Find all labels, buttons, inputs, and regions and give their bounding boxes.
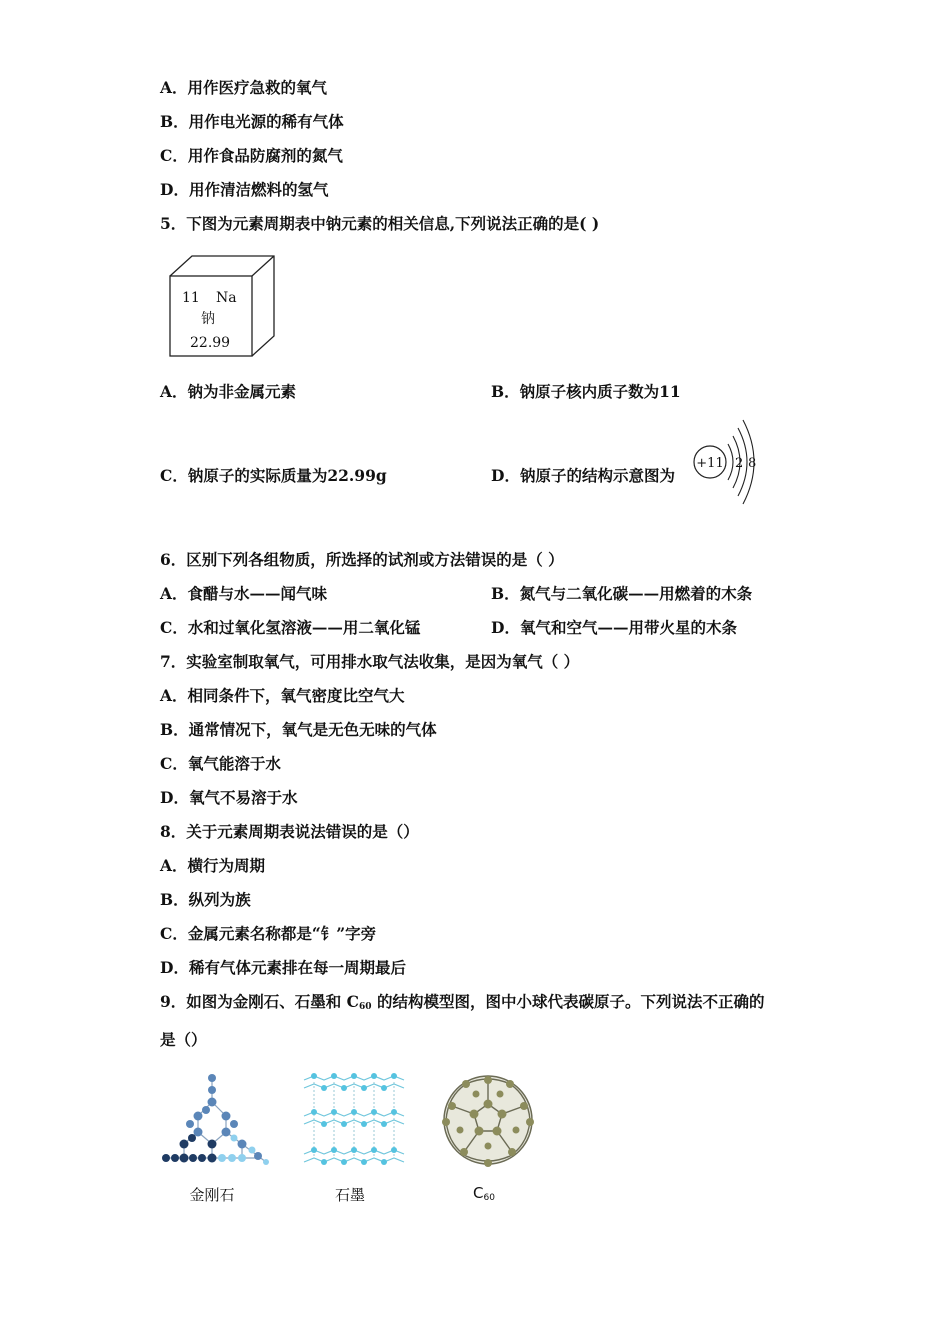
diamond-structure-model (160, 1072, 272, 1168)
element-atomic-number: 11 (182, 290, 200, 306)
q5-stem: 5．下图为元素周期表中钠元素的相关信息,下列说法正确的是( ) (160, 214, 600, 233)
q8-option-d: D．稀有气体元素排在每一周期最后 (160, 958, 406, 977)
q6-option-a: A．食醋与水——闻气味 (160, 584, 328, 603)
q6-option-c: C．水和过氧化氢溶液——用二氧化锰 (160, 618, 421, 637)
q5-option-b: B．钠原子核内质子数为11 (491, 382, 681, 401)
q6-stem: 6．区别下列各组物质，所选择的试剂或方法错误的是（ ） (160, 550, 564, 569)
q8-option-c: C．金属元素名称都是“钅”字旁 (160, 924, 377, 943)
sodium-element-card (166, 254, 278, 360)
q4-option-a: A．用作医疗急救的氧气 (160, 78, 328, 97)
element-symbol: Na (216, 290, 237, 306)
q7-option-a: A．相同条件下，氧气密度比空气大 (160, 686, 405, 705)
q9-stem (160, 992, 764, 1017)
q7-option-d: D．氧气不易溶于水 (160, 788, 298, 807)
c60-caption (462, 1184, 506, 1203)
q5-option-d: D．钠原子的结构示意图为 (491, 466, 675, 485)
q4-option-d: D．用作清洁燃料的氢气 (160, 180, 329, 199)
q9-stem-line2: 是（） (160, 1030, 207, 1049)
c60-structure-model (436, 1070, 540, 1170)
diamond-caption: 金刚石 (189, 1186, 235, 1204)
shell-1-electrons: 2 (735, 456, 744, 471)
q5-option-a: A．钠为非金属元素 (160, 382, 297, 401)
q8-stem: 8．关于元素周期表说法错误的是（） (160, 822, 419, 841)
c60-caption-base: C (473, 1184, 484, 1202)
q7-option-c: C．氧气能溶于水 (160, 754, 281, 773)
element-name: 钠 (201, 311, 215, 327)
nucleus-charge: +11 (696, 456, 724, 471)
q6-option-b: B．氮气与二氧化碳——用燃着的木条 (491, 584, 753, 603)
sodium-atom-structure-diagram (690, 418, 762, 506)
graphite-structure-model (300, 1072, 408, 1168)
q7-option-b: B．通常情况下，氧气是无色无味的气体 (160, 720, 437, 739)
c60-caption-subscript: 60 (483, 1193, 495, 1203)
q9-stem-part1: 9．如图为金刚石、石墨和 C (160, 992, 360, 1011)
graphite-caption: 石墨 (334, 1186, 365, 1204)
q4-option-b: B．用作电光源的稀有气体 (160, 112, 344, 131)
q9-stem-part2: 的结构模型图，图中小球代表碳原子。下列说法不正确的 (371, 992, 765, 1011)
q8-option-a: A．横行为周期 (160, 856, 266, 875)
q6-option-d: D．氧气和空气——用带火星的木条 (491, 618, 737, 637)
q7-stem: 7．实验室制取氧气，可用排水取气法收集，是因为氧气（ ） (160, 652, 580, 671)
q9-stem-subscript: 60 (359, 1002, 372, 1012)
q4-option-c: C．用作食品防腐剂的氮气 (160, 146, 343, 165)
q5-option-c: C．钠原子的实际质量为22.99g (160, 466, 387, 485)
q8-option-b: B．纵列为族 (160, 890, 251, 909)
shell-2-electrons: 8 (748, 456, 757, 471)
element-atomic-mass: 22.99 (190, 335, 231, 351)
